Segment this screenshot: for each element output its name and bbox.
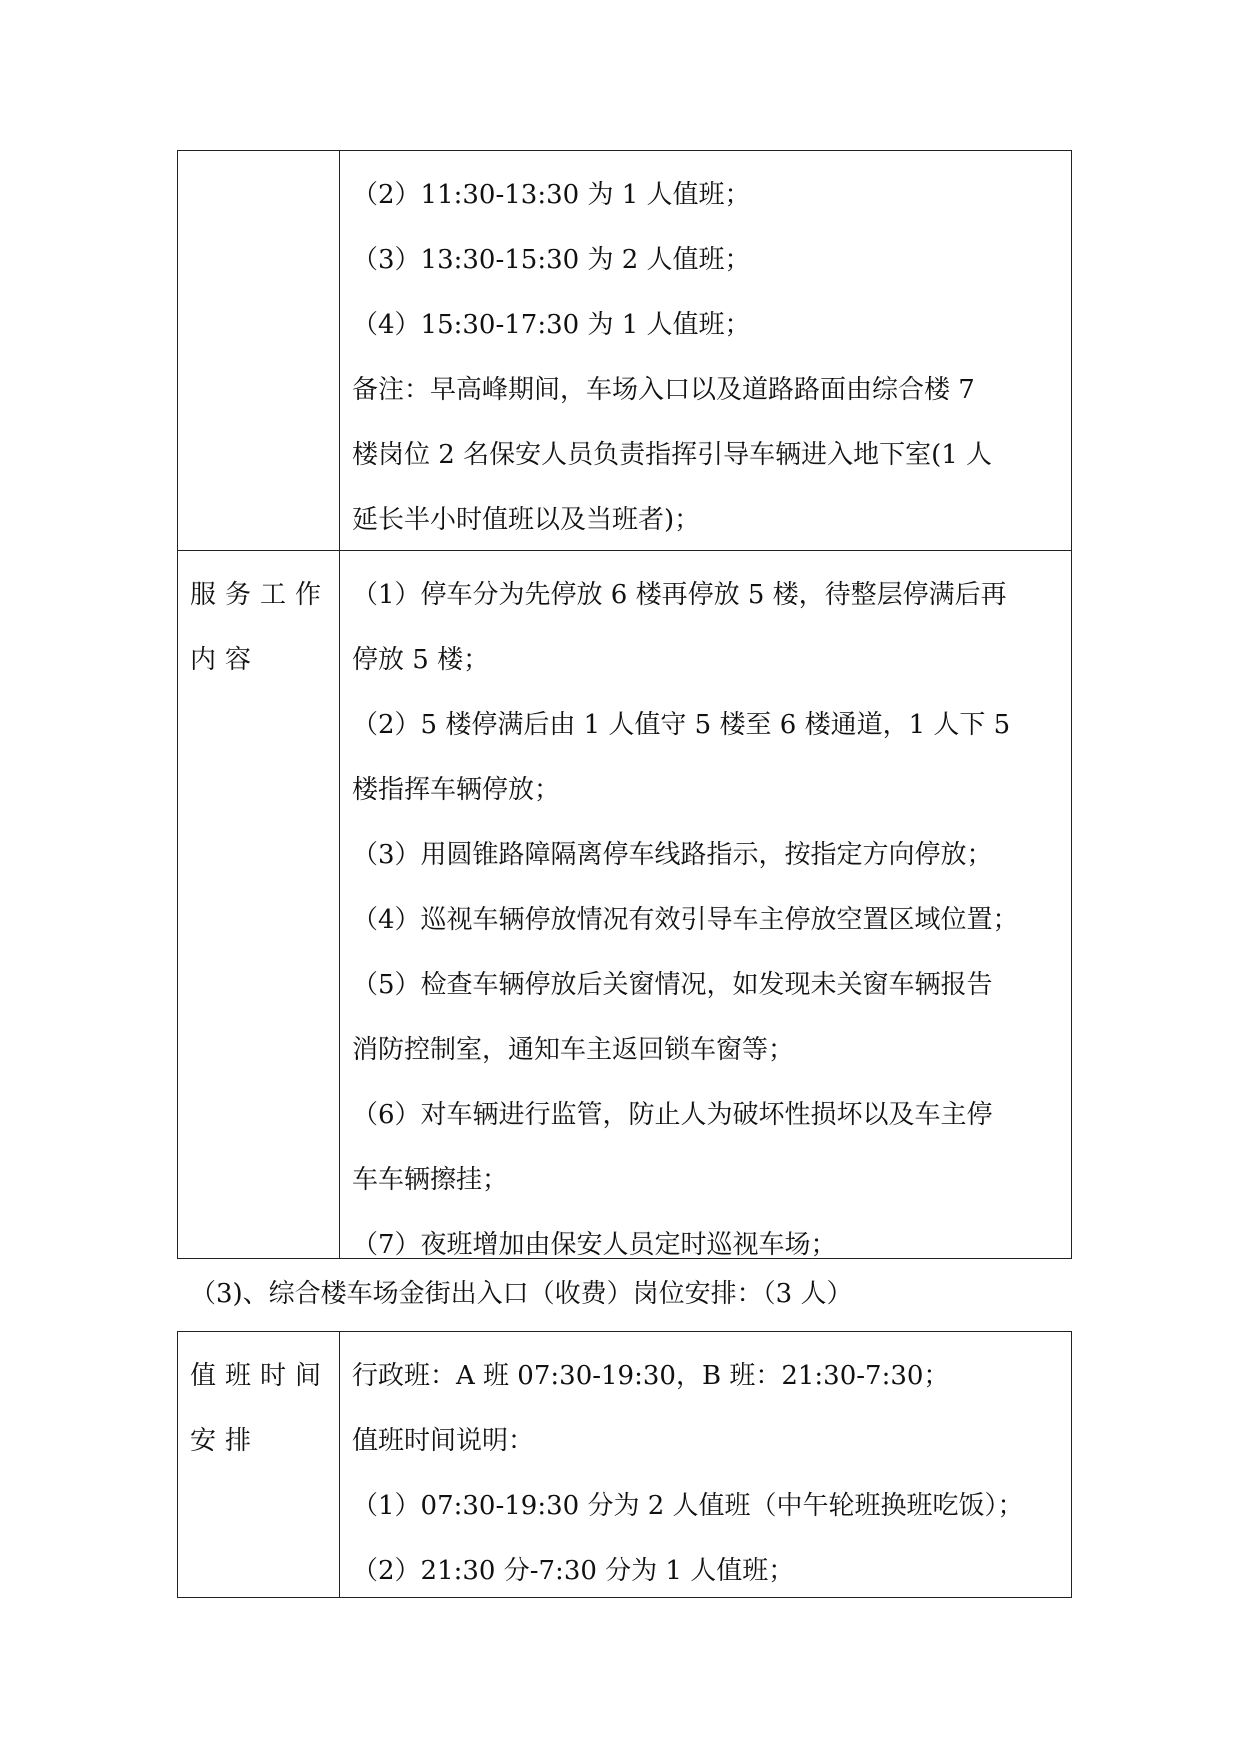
content-line: （4）巡视车辆停放情况有效引导车主停放空置区域位置； bbox=[352, 905, 1019, 935]
content-line: （3）13:30-15:30 为 2 人值班； bbox=[352, 245, 751, 275]
content-line: 延长半小时值班以及当班者)； bbox=[352, 505, 701, 535]
content-line: 楼岗位 2 名保安人员负责指挥引导车辆进入地下室(1 人 bbox=[352, 440, 993, 470]
row-label: 服务工作 bbox=[190, 580, 331, 610]
content-line: （5）检查车辆停放后关窗情况，如发现未关窗车辆报告 bbox=[352, 970, 993, 1000]
content-line: （2）21:30 分-7:30 分为 1 人值班； bbox=[352, 1556, 795, 1586]
content-line: 楼指挥车辆停放； bbox=[352, 775, 561, 805]
content-line: 停放 5 楼； bbox=[352, 645, 490, 675]
row-label-cell bbox=[178, 1332, 340, 1597]
content-line: （1）停车分为先停放 6 楼再停放 5 楼，待整层停满后再 bbox=[352, 580, 1007, 610]
content-line: （4）15:30-17:30 为 1 人值班； bbox=[352, 310, 751, 340]
row-label: 内容 bbox=[190, 645, 261, 675]
content-line: （2）11:30-13:30 为 1 人值班； bbox=[352, 180, 751, 210]
table-row bbox=[178, 1332, 1071, 1597]
table-row bbox=[178, 550, 1071, 1258]
content-line: 行政班：A 班 07:30-19:30，B 班：21:30-7:30； bbox=[352, 1361, 950, 1391]
content-line: （6）对车辆进行监管，防止人为破坏性损坏以及车主停 bbox=[352, 1100, 993, 1130]
row-label: 安排 bbox=[190, 1426, 261, 1456]
row-label-cell bbox=[178, 151, 340, 550]
content-line: （1）07:30-19:30 分为 2 人值班（中午轮班换班吃饭）； bbox=[352, 1491, 1024, 1521]
content-line: 消防控制室，通知车主返回锁车窗等； bbox=[352, 1035, 795, 1065]
section-title: （3)、综合楼车场金街出入口（收费）岗位安排：（3 人） bbox=[190, 1279, 853, 1309]
row-label-cell bbox=[178, 551, 340, 1258]
content-line: 备注：早高峰期间，车场入口以及道路路面由综合楼 7 bbox=[352, 375, 975, 405]
content-line: （3）用圆锥路障隔离停车线路指示，按指定方向停放； bbox=[352, 840, 993, 870]
row-content-cell bbox=[340, 151, 1071, 550]
row-content-cell bbox=[340, 1332, 1071, 1597]
schedule-table-1 bbox=[177, 150, 1072, 1259]
content-line: 值班时间说明： bbox=[352, 1426, 535, 1456]
row-content-cell bbox=[340, 551, 1071, 1258]
content-line: 车车辆擦挂； bbox=[352, 1165, 509, 1195]
content-line: （7）夜班增加由保安人员定时巡视车场； bbox=[352, 1230, 837, 1260]
schedule-table-2 bbox=[177, 1331, 1072, 1598]
content-line: （2）5 楼停满后由 1 人值守 5 楼至 6 楼通道，1 人下 5 bbox=[352, 710, 1011, 740]
table-row bbox=[178, 151, 1071, 550]
row-label: 值班时间 bbox=[190, 1361, 331, 1391]
